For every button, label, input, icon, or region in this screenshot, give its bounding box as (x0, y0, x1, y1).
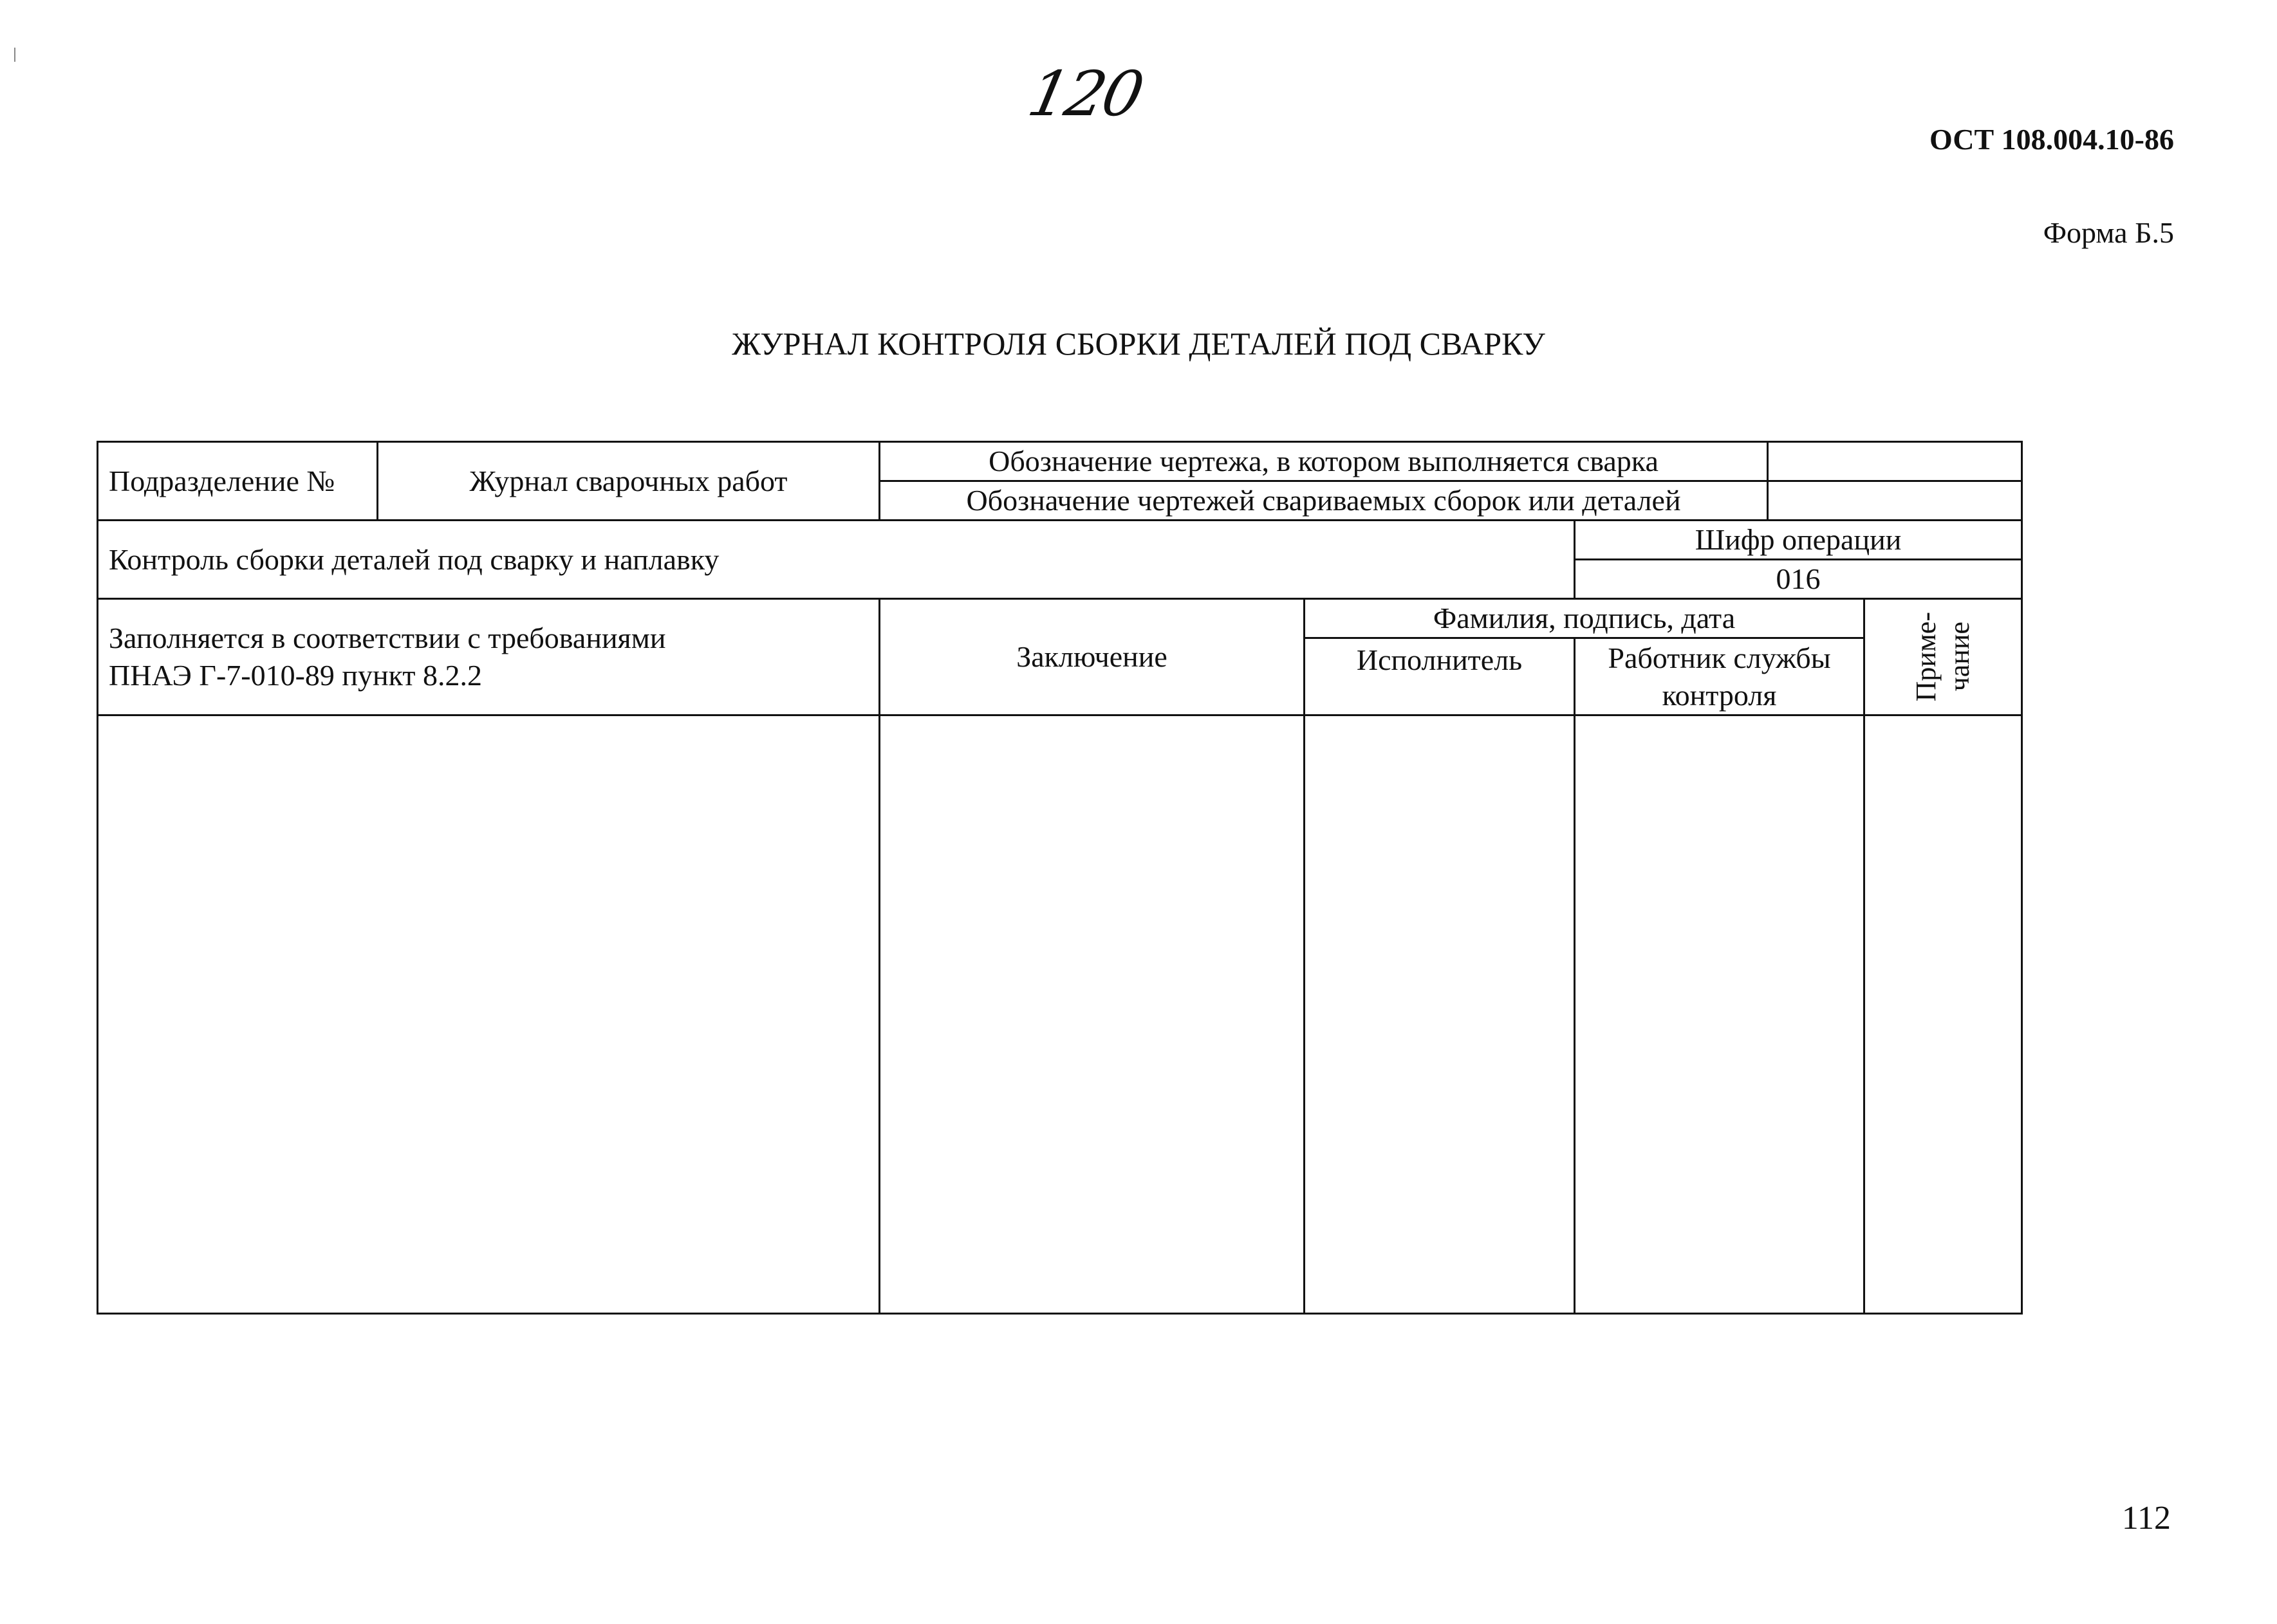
conclusion-header: Заключение (880, 599, 1305, 715)
form-label: Форма Б.5 (2043, 216, 2174, 249)
name-sign-date-header: Фамилия, подпись, дата (1305, 599, 1864, 638)
assembly-drawings-value[interactable] (1768, 481, 2022, 521)
entry-conclusion-cell[interactable] (880, 715, 1305, 1314)
operation-code-label: Шифр операции (1575, 521, 2022, 560)
fill-requirements-line-2: ПНАЭ Г-7-010-89 пункт 8.2.2 (109, 659, 483, 692)
page-title: ЖУРНАЛ КОНТРОЛЯ СБОРКИ ДЕТАЛЕЙ ПОД СВАРКУ (732, 326, 1545, 362)
operation-code-value: 016 (1575, 560, 2022, 599)
fill-requirements-line-1: Заполняется в соответствии с требованиями (109, 622, 666, 654)
assembly-drawings-cell: Обозначение чертежей свариваемых сборок или деталей (880, 481, 1768, 521)
note-header (1864, 599, 2022, 715)
entry-control-worker-cell[interactable] (1575, 715, 1864, 1314)
header-row-1 (98, 442, 2022, 481)
drawing-designation-value[interactable] (1768, 442, 2022, 481)
control-worker-line-2: контроля (1662, 678, 1777, 712)
entry-note-cell[interactable] (1864, 715, 2022, 1314)
performer-header: Исполнитель (1305, 638, 1575, 715)
fill-requirements-cell (98, 599, 880, 715)
column-header-row-1 (98, 599, 2022, 638)
entry-requirements-cell[interactable] (98, 715, 880, 1314)
note-header-text: Приме- чание (1910, 612, 1976, 702)
control-row-1 (98, 521, 2022, 560)
entry-performer-cell[interactable] (1305, 715, 1575, 1314)
handwritten-page-number: 120 (1022, 58, 1148, 130)
journal-table (97, 441, 2023, 1315)
entry-row (98, 715, 2022, 1314)
control-assembly-cell: Контроль сборки деталей под сварку и наплавку (98, 521, 1575, 599)
subdivision-cell: Подразделение № (98, 442, 378, 521)
welding-journal-cell: Журнал сварочных работ (378, 442, 880, 521)
drawing-designation-cell: Обозначение чертежа, в котором выполняется сварка (880, 442, 1768, 481)
page-number: 112 (2121, 1500, 2171, 1536)
scan-mark (14, 48, 15, 62)
control-worker-line-1: Работник службы (1608, 641, 1831, 674)
control-worker-header (1575, 638, 1864, 715)
standard-code: ОСТ 108.004.10-86 (1929, 123, 2174, 156)
